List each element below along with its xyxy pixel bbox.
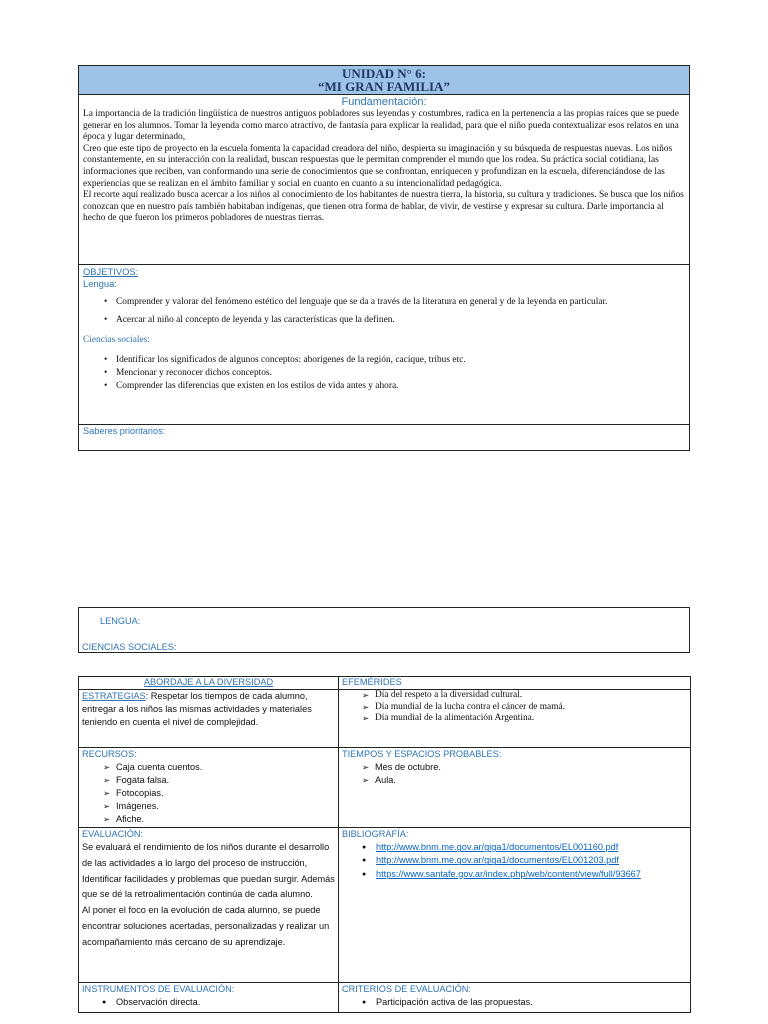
list-item: ➢ Fogata falsa.: [116, 774, 335, 787]
lengua-label: Lengua:: [83, 278, 117, 289]
efemerides-list: [342, 690, 687, 725]
list-item: ➢ Afiche.: [116, 813, 335, 826]
bibliografia-cell: [339, 828, 691, 983]
list-item: • Comprender y valorar del fenómeno estético del lenguaje que se da a través de la literatura en general y de la leyenda en particular.: [116, 296, 685, 308]
instrumentos-list: [82, 996, 335, 1009]
saberes-title: Saberes prioritarios:: [79, 424, 689, 438]
bibliografia-link-1[interactable]: http://www.bnm.me.gov.ar/giga1/documentos/EL001160.pdf: [376, 842, 619, 853]
tiempos-list: [342, 761, 687, 787]
recursos-cell: [79, 748, 339, 828]
area-ciencias-sociales: CIENCIAS SOCIALES:: [82, 642, 177, 652]
evaluacion-label: EVALUACIÓN:: [82, 829, 144, 839]
bibliografia-list: [342, 841, 687, 881]
recursos-list: [82, 761, 335, 826]
evaluacion-paragraph-2: Al poner el foco en la evolución de cada alumno, se puede encontrar soluciones acertadas, personalizadas y realizar un acompañamiento más cercano de su aprendizaje.: [82, 905, 330, 947]
fundamentacion-paragraph-3: El recorte aquí realizado busca acercar a los niños al conocimiento de los habitantes de nuestra tierra, la historia, su cultura y tradiciones. Se busca que los niños conozcan que en nuestro país también habitaban indígenas, que tienen otra forma de hablar, de vivir, de vestirse y expresar su cultura. Darle importancia al hecho de que fueron los primeros pobladores de nuestras tierras.: [83, 190, 684, 224]
list-item: ➢ Fotocopias.: [116, 787, 335, 800]
list-item: [376, 841, 687, 854]
estrategias-cell: [79, 690, 339, 748]
area-lengua: LENGUA:: [100, 616, 141, 626]
unit-subtitle: “MI GRAN FAMILIA”: [318, 79, 450, 94]
fundamentacion-title: Fundamentación:: [341, 96, 427, 108]
criterios-label: CRITERIOS DE EVALUACIÓN:: [342, 984, 471, 994]
objetivos-section: [79, 264, 689, 424]
list-item: • Identificar los significados de algunos conceptos: aborígenes de la región, cacique, tribus etc.: [116, 354, 685, 366]
bibliografia-link-3[interactable]: https://www.santafe.gov.ar/index.php/web/content/view/full/93667: [376, 868, 641, 879]
areas-box: [78, 607, 690, 653]
estrategias-label: ESTRATEGIAS: [82, 691, 146, 701]
evaluacion-paragraph-1: Se evaluará el rendimiento de los niños durante el desarrollo de las actividades a lo largo del proceso de instrucción, Identificar facilidades y problemas que puedan surgir. Además que se dé la retroalimentación continúa de cada alumno.: [82, 842, 335, 900]
bibliografia-label: BIBLIOGRAFÍA:: [342, 829, 409, 839]
efemerides-cell: [339, 690, 691, 748]
list-item: ➢ Día mundial de la lucha contra el cáncer de mamá.: [375, 702, 687, 714]
fundamentacion-paragraph-2: Creo que este tipo de proyecto en la escuela fomenta la capacidad creadora del niño, despierta su imaginación y su búsqueda de respuestas nuevas. Los niños constantemente, en su interacción con la realidad, buscan respuestas que le permitan comprender el mundo que los rodea. Su práctica social cotidiana, las informaciones que reciben, van conformando una serie de conocimientos que se confrontan, enriquecen y profundizan en la escuela, diferenciándose de las experiencias que se realizan en el ámbito familiar y social en cuanto en cuanto a su intencionalidad pedagógica.: [83, 143, 673, 189]
unit-card: [78, 65, 690, 451]
fundamentacion-paragraph-1: La importancia de la tradición lingüística de nuestros antiguos pobladores sus leyendas y costumbres, radica en la pertenencia a las propias raíces que se puede generar en los alumnos. Tomar la leyenda como marco atractivo, de fantasía para explicar la realidad, para que el niño pueda contextualizar esos relatos en una época y lugar determinado,: [83, 109, 679, 143]
abordaje-header: ABORDAJE A LA DIVERSIDAD: [79, 677, 339, 690]
recursos-label: RECURSOS:: [82, 749, 137, 759]
instrumentos-label: INSTRUMENTOS DE EVALUACIÓN:: [82, 984, 235, 994]
list-item: [376, 868, 687, 881]
list-item: • Mencionar y reconocer dichos conceptos.: [116, 367, 685, 379]
tiempos-label: TIEMPOS Y ESPACIOS PROBABLES:: [342, 749, 502, 759]
list-item: ● Observación directa.: [116, 996, 335, 1009]
planning-grid: [78, 676, 691, 1013]
sociales-objectives-list: [83, 354, 685, 392]
sociales-label: Ciencias sociales:: [83, 335, 150, 345]
fundamentacion-section: [79, 95, 689, 264]
evaluacion-cell: [79, 828, 339, 983]
criterios-cell: [339, 983, 691, 1013]
list-item: • Acercar al niño al concepto de leyenda y las características que la definen.: [116, 314, 685, 326]
bibliografia-link-2[interactable]: http://www.bnm.me.gov.ar/giga1/documentos/EL001203.pdf: [376, 855, 619, 866]
list-item: ● Participación activa de las propuestas.: [376, 996, 687, 1009]
list-item: ➢ Imágenes.: [116, 800, 335, 813]
list-item: [376, 854, 687, 867]
list-item: • Comprender las diferencias que existen en los estilos de vida antes y ahora.: [116, 380, 685, 392]
list-item: ➢ Día del respeto a la diversidad cultural.: [375, 690, 687, 702]
estrategias-text: : Respetar los tiempos de cada alumno, entregar a los niños las mismas actividades y materiales teniendo en cuenta el nivel de complejidad.: [82, 691, 312, 727]
list-item: ➢ Aula.: [375, 774, 687, 787]
list-item: ➢ Mes de octubre.: [375, 761, 687, 774]
list-item: ➢ Caja cuenta cuentos.: [116, 761, 335, 774]
instrumentos-cell: [79, 983, 339, 1013]
lengua-objectives-list: [83, 296, 685, 326]
unit-title: UNIDAD N° 6:: [342, 66, 426, 81]
list-item: ➢ Día mundial de la alimentación Argentina.: [375, 713, 687, 725]
objetivos-title: OBJETIVOS:: [83, 266, 139, 277]
unit-header: [79, 66, 689, 95]
efemerides-header: EFEMÉRIDES: [339, 677, 691, 690]
criterios-list: [342, 996, 687, 1009]
tiempos-cell: [339, 748, 691, 828]
